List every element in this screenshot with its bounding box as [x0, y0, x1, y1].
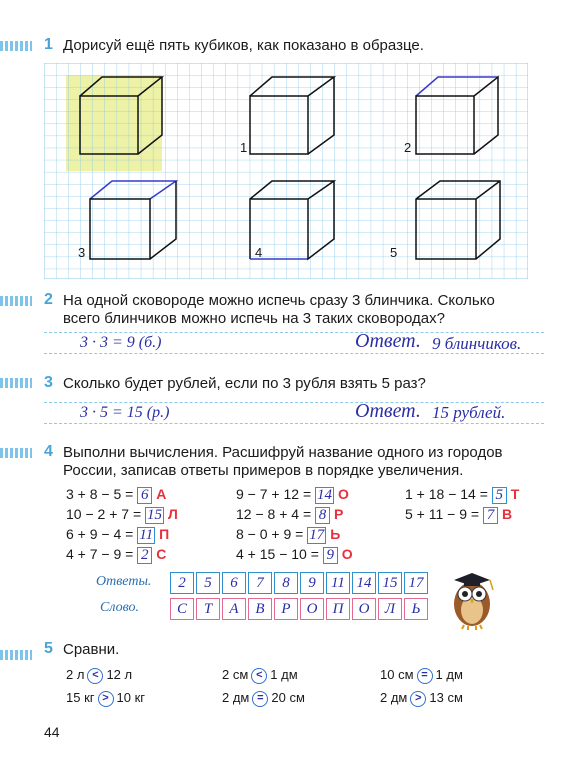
answer-cell: 14 [352, 572, 376, 594]
word-cell: Р [274, 598, 298, 620]
answers-label: Ответы. [96, 574, 152, 589]
page-number: 44 [44, 724, 60, 740]
answer-cell: 11 [326, 572, 350, 594]
comparison: 2 дм > 13 см [380, 690, 463, 705]
example-row: 5 + 11 − 9 = 7 В [405, 506, 513, 523]
answer-cell: 17 [404, 572, 428, 594]
example-row: 6 + 9 − 4 = 11 П [66, 526, 170, 543]
task-number: 4 [44, 443, 53, 460]
word-cell: Т [196, 598, 220, 620]
section-stripe [0, 296, 32, 306]
answer-word: Ответ. [355, 400, 421, 422]
comparison: 10 см = 1 дм [380, 667, 463, 682]
answer-value: 9 блинчиков. [432, 334, 522, 353]
task-number: 5 [44, 640, 53, 657]
task-text: Сколько будет рублей, если по 3 рубля взять 5 раз? [63, 375, 426, 392]
word-cell: С [170, 598, 194, 620]
example-row: 12 − 8 + 4 = 8 Р [236, 506, 344, 523]
section-stripe [0, 378, 32, 388]
word-label: Слово. [100, 600, 140, 615]
owl-illustration [446, 568, 502, 630]
cube-label: 2 [404, 140, 412, 155]
answer-cell: 15 [378, 572, 402, 594]
answer-cell: 2 [170, 572, 194, 594]
example-row: 3 + 8 − 5 = 6 А [66, 486, 167, 503]
comparison: 2 л < 12 л [66, 667, 133, 682]
example-row: 8 − 0 + 9 = 17 Ь [236, 526, 341, 543]
example-row: 1 + 18 − 14 = 5 Т [405, 486, 520, 503]
task-number: 3 [44, 374, 53, 391]
comparison: 2 дм = 20 см [222, 690, 305, 705]
task-text: Сравни. [63, 641, 120, 658]
example-row: 4 + 7 − 9 = 2 С [66, 546, 167, 563]
task-text: Дорисуй ещё пять кубиков, как показано в образце. [63, 37, 424, 54]
cube-label: 1 [240, 140, 248, 155]
comparison: 2 см < 1 дм [222, 667, 298, 682]
word-cell: О [300, 598, 324, 620]
task-number: 1 [44, 36, 53, 53]
answers-row [170, 572, 430, 594]
word-cell: Ь [404, 598, 428, 620]
task-number: 2 [44, 291, 53, 308]
word-row [170, 598, 430, 620]
answer-cell: 6 [222, 572, 246, 594]
solution: 3 · 5 = 15 (р.) [80, 404, 170, 421]
word-cell: А [222, 598, 246, 620]
answer-cell: 8 [274, 572, 298, 594]
answer-word: Ответ. [355, 330, 421, 352]
answer-value: 15 рублей. [432, 403, 506, 422]
comparison: 15 кг > 10 кг [66, 690, 146, 705]
word-cell: О [352, 598, 376, 620]
answer-cell: 5 [196, 572, 220, 594]
section-stripe [0, 41, 32, 51]
solution: 3 · 3 = 9 (б.) [80, 334, 162, 351]
word-cell: Л [378, 598, 402, 620]
example-row: 9 − 7 + 12 = 14 О [236, 486, 349, 503]
word-cell: В [248, 598, 272, 620]
task-text-line1: На одной сковороде можно испечь сразу 3 блинчика. Сколько [63, 292, 495, 309]
task-text-line1: Выполни вычисления. Расшифруй название одного из городов [63, 444, 503, 461]
cube-label: 5 [390, 245, 398, 260]
task-text-line2: России, записав ответы примеров в порядке увеличения. [63, 462, 464, 479]
answer-cell: 9 [300, 572, 324, 594]
task-text-line2: всего блинчиков можно испечь на 3 таких сковородах? [63, 310, 445, 327]
cube-grid [44, 63, 528, 279]
cube-label: 3 [78, 245, 86, 260]
example-row: 4 + 15 − 10 = 9 О [236, 546, 353, 563]
example-row: 10 − 2 + 7 = 15 Л [66, 506, 178, 523]
answer-cell: 7 [248, 572, 272, 594]
word-cell: П [326, 598, 350, 620]
section-stripe [0, 650, 32, 660]
cube-label: 4 [255, 245, 263, 260]
section-stripe [0, 448, 32, 458]
